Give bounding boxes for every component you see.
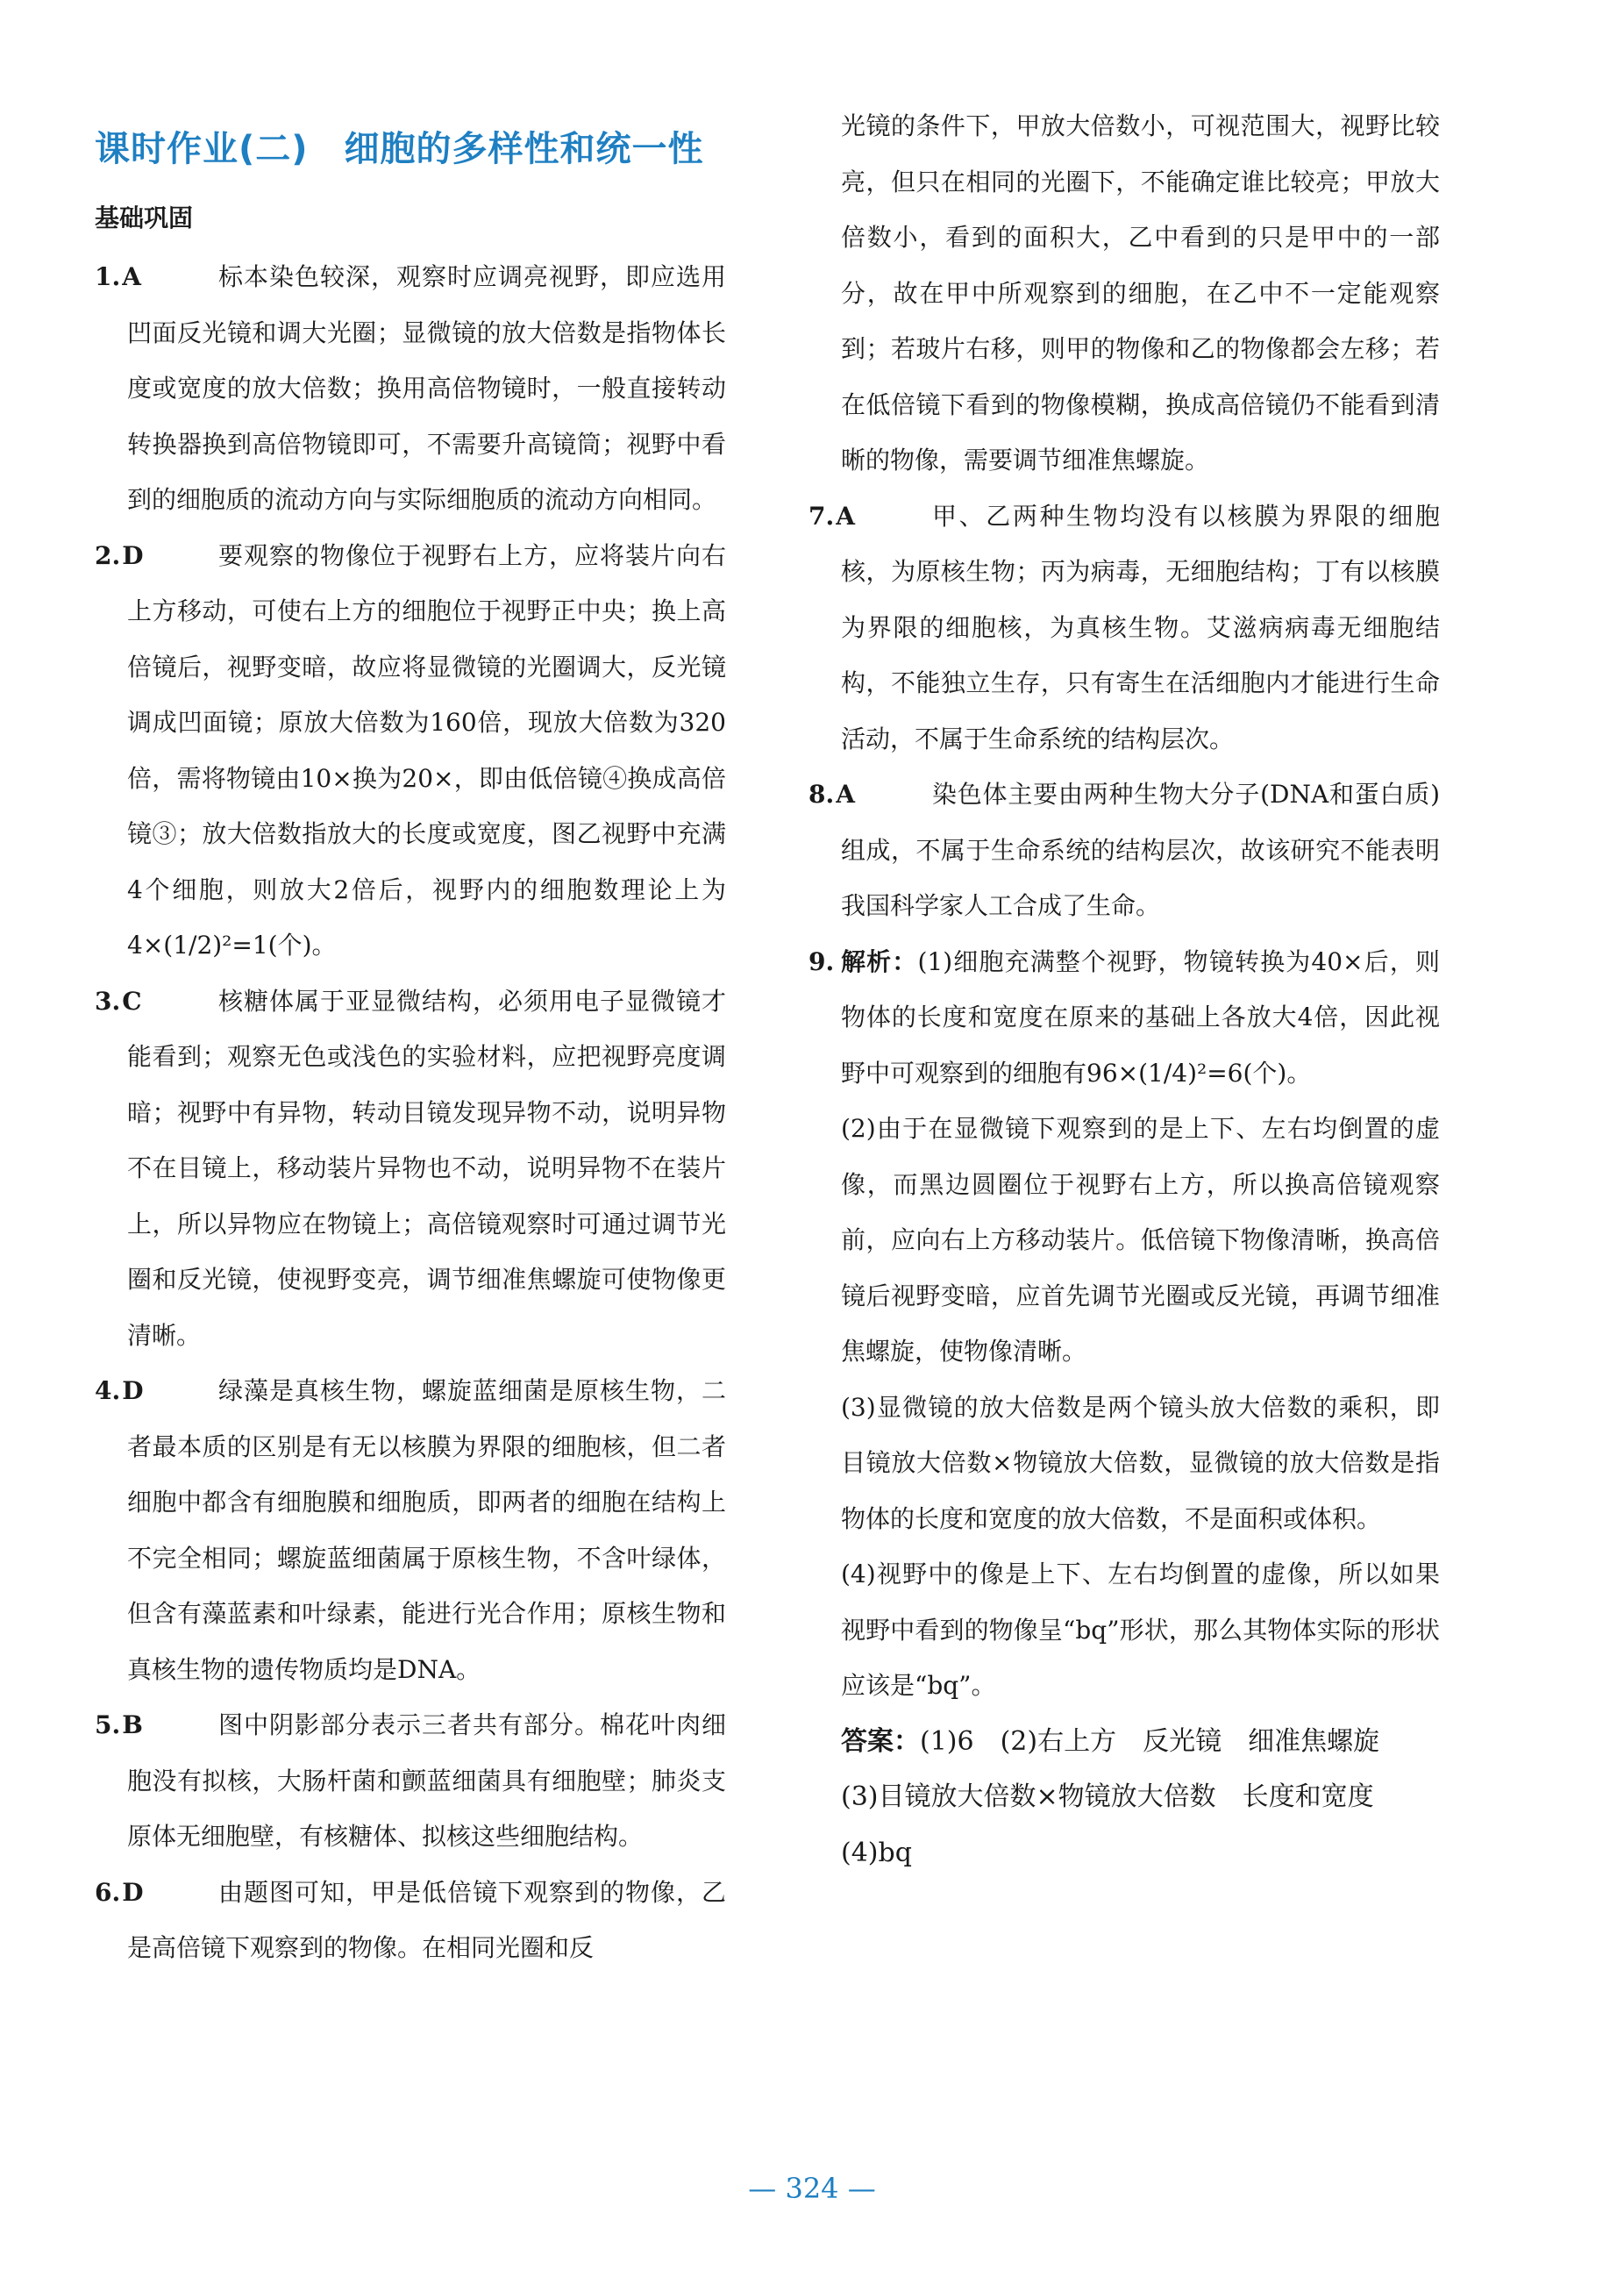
answer-label: 答案： <box>841 1725 920 1757</box>
item-number: 9. <box>808 946 835 976</box>
item-number: 2.D <box>95 540 144 570</box>
item-number: 3.C <box>95 986 142 1016</box>
analysis-part-1: (1)细胞充满整个视野，物镜转换为40×后，则物体的长度和宽度在原来的基础上各放大4倍，因此视野中可观察到的细胞有96×(1/4)²=6(个)。 <box>841 946 1440 1088</box>
item-text: 绿藻是真核生物，螺旋蓝细菌是原核生物，二者最本质的区别是有无以核膜为界限的细胞核，但二者细胞中都含有细胞膜和细胞质，即两者的细胞在结构上不完全相同；螺旋蓝细菌属于原核生物，不含叶绿体，但含有藻蓝素和叶绿素，能进行光合作用；原核生物和真核生物的遗传物质均是DNA。 <box>127 1376 726 1684</box>
answer-item-2 <box>95 528 726 974</box>
item-number: 7.A <box>808 501 855 531</box>
item-text: 由题图可知，甲是低倍镜下观察到的物像，乙是高倍镜下观察到的物像。在相同光圈和反 <box>127 1877 726 1962</box>
item-number: 8.A <box>808 780 855 809</box>
left-column <box>95 114 726 1976</box>
page-number: — 324 — <box>748 2172 876 2205</box>
answer-item-9 <box>808 934 1440 1102</box>
page-title: 课时作业(二) 细胞的多样性和统一性 <box>95 129 704 169</box>
item-number: 5.B <box>95 1710 143 1739</box>
item-number: 4.D <box>95 1376 144 1405</box>
item-6-continuation: 光镜的条件下，甲放大倍数小，可视范围大，视野比较亮，但只在相同的光圈下，不能确定谁比较亮；甲放大倍数小，看到的面积大，乙中看到的只是甲中的一部分，故在甲中所观察到的细胞，在乙中不一定能观察到；若玻片右移，则甲的物像和乙的物像都会左移；若在低倍镜下看到的物像模糊，换成高倍镜仍不能看到清晰的物像，需要调节细准焦螺旋。 <box>841 111 1440 475</box>
answer-item-1 <box>95 249 726 528</box>
item-number: 1.A <box>95 262 141 291</box>
answer-item-8 <box>808 767 1440 934</box>
analysis-part-2: (2)由于在显微镜下观察到的是上下、左右均倒置的虚像，而黑边圆圈位于视野右上方，所以换高倍镜观察前，应向右上方移动装片。低倍镜下物像清晰，换高倍镜后视野变暗，应首先调节光圈或反光镜，再调节细准焦螺旋，使物像清晰。 <box>841 1114 1440 1366</box>
answer-item-5 <box>95 1697 726 1865</box>
analysis-label: 解析： <box>841 946 918 976</box>
answer-item-6 <box>95 1865 726 1976</box>
analysis-part-4: (4)视野中的像是上下、左右均倒置的虚像，所以如果视野中看到的物像呈“bq”形状，那么其物体实际的形状应该是“bq”。 <box>841 1560 1440 1700</box>
item-text: 图中阴影部分表示三者共有部分。棉花叶肉细胞没有拟核，大肠杆菌和颤蓝细菌具有细胞壁；肺炎支原体无细胞壁，有核糖体、拟核这些细胞结构。 <box>127 1710 726 1851</box>
answer-item-4 <box>95 1363 726 1697</box>
item-text: 核糖体属于亚显微结构，必须用电子显微镜才能看到；观察无色或浅色的实验材料，应把视野亮度调暗；视野中有异物，转动目镜发现异物不动，说明异物不在目镜上，移动装片异物也不动，说明异物不在装片上，所以异物应在物镜上；高倍镜观察时可通过调节光圈和反光镜，使视野变亮，调节细准焦螺旋可使物像更清晰。 <box>127 986 726 1350</box>
item-text: 要观察的物像位于视野右上方，应将装片向右上方移动，可使右上方的细胞位于视野正中央；换上高倍镜后，视野变暗，故应将显微镜的光圈调大，反光镜调成凹面镜；原放大倍数为160倍，现放大倍数为320倍，需将物镜由10×换为20×，即由低倍镜④换成高倍镜③；放大倍数指放大的长度或宽度，图乙视野中充满4个细胞，则放大2倍后，视野内的细胞数理论上为4×(1/2)²=1(个)。 <box>127 540 726 960</box>
item-text: 标本染色较深，观察时应调亮视野，即应选用凹面反光镜和调大光圈；显微镜的放大倍数是指物体长度或宽度的放大倍数；换用高倍物镜时，一般直接转动转换器换到高倍物镜即可，不需要升高镜筒；视野中看到的细胞质的流动方向与实际细胞质的流动方向相同。 <box>127 262 726 514</box>
item-number: 6.D <box>95 1877 144 1907</box>
answer-item-7 <box>808 489 1440 767</box>
item-text: 染色体主要由两种生物大分子(DNA和蛋白质)组成，不属于生命系统的结构层次，故该研究不能表明我国科学家人工合成了生命。 <box>841 780 1440 920</box>
answer-text: (1)6 (2)右上方 反光镜 细准焦螺旋 (3)目镜放大倍数×物镜放大倍数 长度和宽度 (4)bq <box>841 1725 1407 1868</box>
section-heading: 基础巩固 <box>95 203 194 232</box>
answer-item-3 <box>95 974 726 1364</box>
item-text: 甲、乙两种生物均没有以核膜为界限的细胞核，为原核生物；丙为病毒，无细胞结构；丁有以核膜为界限的细胞核，为真核生物。艾滋病病毒无细胞结构，不能独立生存，只有寄生在活细胞内才能进行生命活动，不属于生命系统的结构层次。 <box>841 501 1440 753</box>
right-column <box>808 98 1440 1881</box>
final-answer <box>808 1714 1440 1881</box>
analysis-part-3: (3)显微镜的放大倍数是两个镜头放大倍数的乘积，即目镜放大倍数×物镜放大倍数，显微镜的放大倍数是指物体的长度和宽度的放大倍数，不是面积或体积。 <box>841 1392 1440 1533</box>
